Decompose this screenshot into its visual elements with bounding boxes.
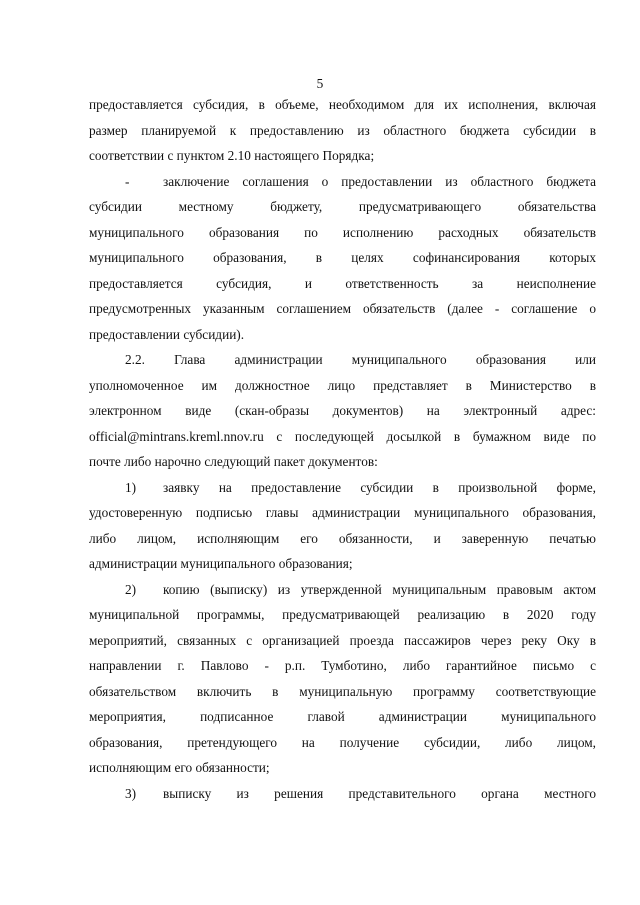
text-line: предусмотренных указанным соглашением обязательств (далее - соглашение о xyxy=(89,301,596,316)
line-text: копию (выписку) из утвержденной муниципальным правовым актом xyxy=(163,581,596,597)
line-text: выписку из решения представительного органа местного xyxy=(163,785,596,801)
text-line xyxy=(125,785,596,803)
text-line: муниципального образования, в целях софинансирования которых xyxy=(89,250,596,265)
text-line: субсидии местному бюджету, предусматривающего обязательства xyxy=(89,199,596,214)
list-marker: - xyxy=(125,173,130,189)
text-line: предоставляется субсидия, в объеме, необходимом для их исполнения, включая xyxy=(89,97,596,112)
text-line: исполняющим его обязанности; xyxy=(89,760,270,775)
text-line xyxy=(125,479,596,497)
text-line: мероприятий, связанных с организацией проезда пассажиров через реку Оку в xyxy=(89,632,596,648)
text-line xyxy=(125,173,596,191)
text-line: соответствии с пунктом 2.10 настоящего Порядка; xyxy=(89,148,375,163)
text-line: предоставляется субсидия, и ответственность за неисполнение xyxy=(89,275,596,291)
text-line: предоставлении субсидии). xyxy=(89,326,245,342)
text-line: official@mintrans.kreml.nnov.ru с последующей досылкой в бумажном виде по xyxy=(89,428,596,444)
text-line: мероприятия, подписанное главой администрации муниципального xyxy=(89,709,596,724)
list-marker: 3) xyxy=(125,785,137,801)
text-line: муниципального образования по исполнению расходных обязательств xyxy=(89,224,596,240)
text-line: 2.2. Глава администрации муниципального образования или xyxy=(125,352,596,367)
text-line: размер планируемой к предоставлению из областного бюджета субсидии в xyxy=(89,122,596,138)
text-line: удостоверенную подписью главы администрации муниципального образования, xyxy=(89,505,596,520)
list-marker: 2) xyxy=(125,581,137,597)
line-text: заключение соглашения о предоставлении из областного бюджета xyxy=(163,173,596,189)
text-line: уполномоченное им должностное лицо представляет в Министерство в xyxy=(89,377,596,393)
text-line: администрации муниципального образования; xyxy=(89,556,353,571)
line-text: заявку на предоставление субсидии в произвольной форме, xyxy=(163,479,596,495)
text-line: обязательством включить в муниципальную программу соответствующие xyxy=(89,683,596,699)
text-line xyxy=(125,581,596,599)
text-line: либо лицом, исполняющим его обязанности, и заверенную печатью xyxy=(89,530,596,546)
page-number: 5 xyxy=(316,76,324,91)
text-line: почте либо нарочно следующий пакет документов: xyxy=(89,454,378,469)
text-line: электронном виде (скан-образы документов) на электронный адрес: xyxy=(89,403,596,418)
text-line: муниципальной программы, предусматривающей реализацию в 2020 году xyxy=(89,607,596,622)
text-line: образования, претендующего на получение субсидии, либо лицом, xyxy=(89,734,596,750)
text-line: направлении г. Павлово - р.п. Тумботино, либо гарантийное письмо с xyxy=(89,658,596,673)
list-marker: 1) xyxy=(125,479,137,495)
